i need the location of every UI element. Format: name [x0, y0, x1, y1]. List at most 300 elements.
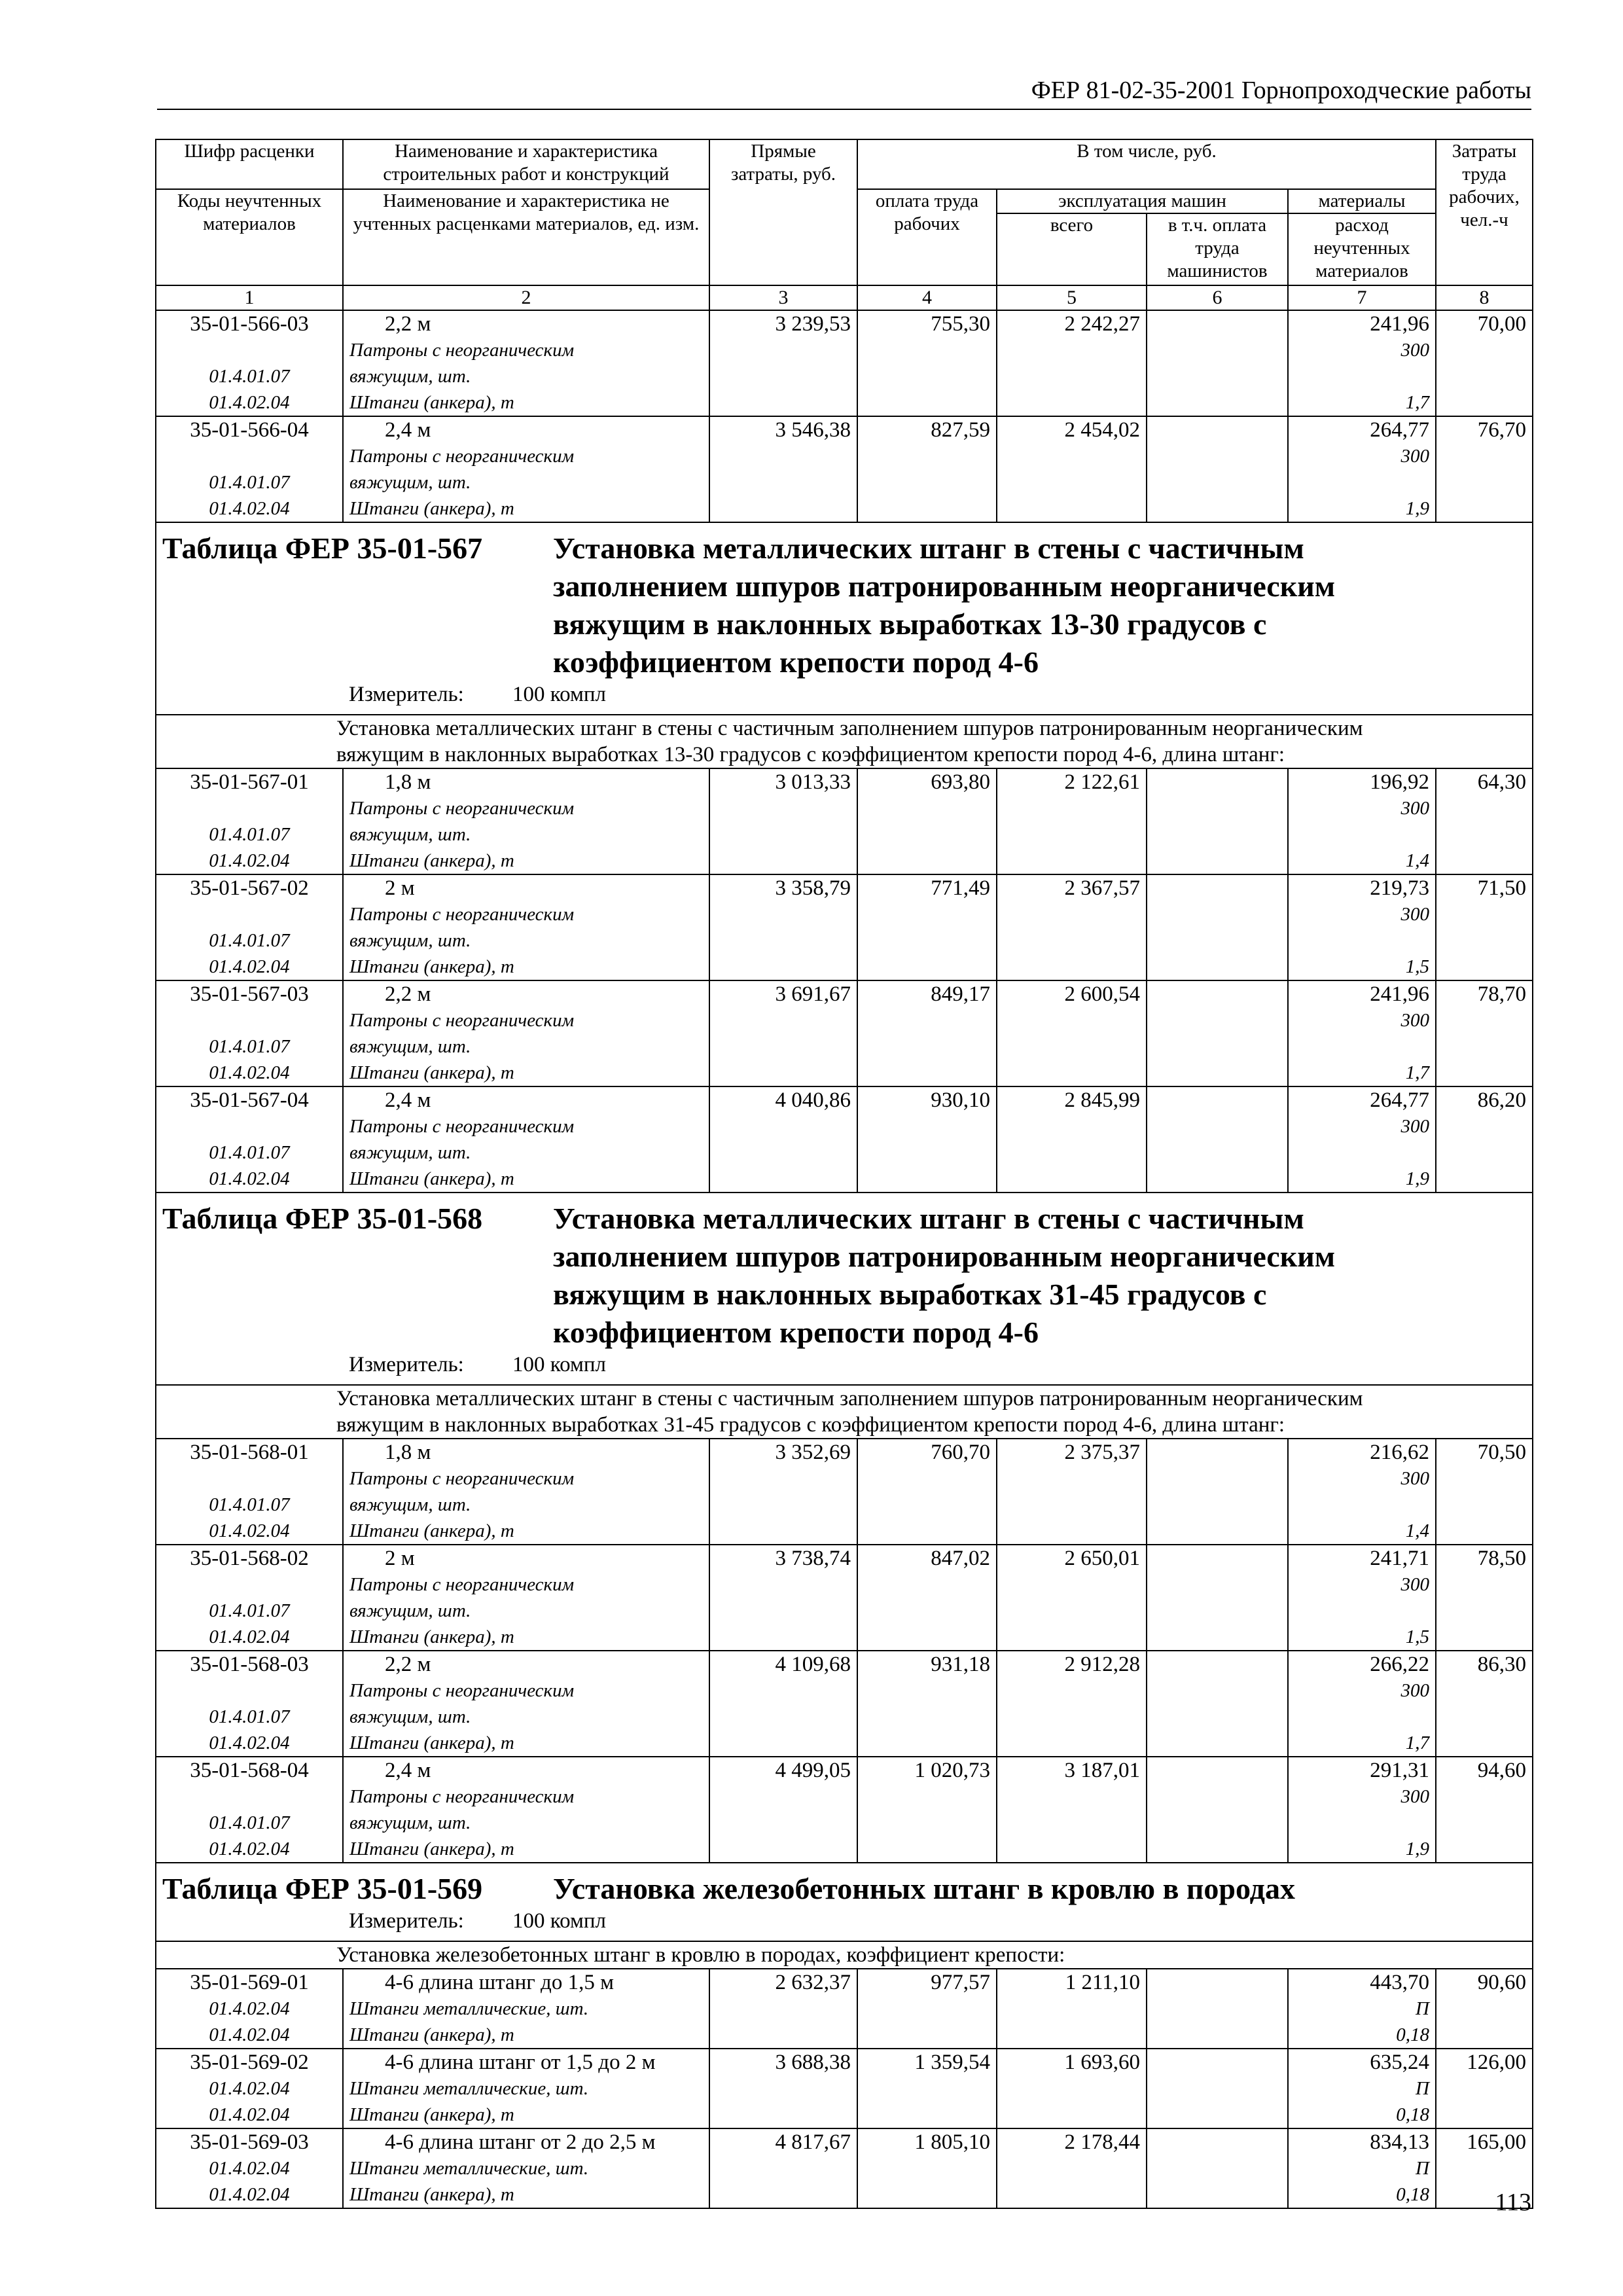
machines-value: 2 242,27: [1064, 312, 1140, 336]
rate-code: 35-01-568-01: [190, 1441, 309, 1464]
machines-value: 1 211,10: [1065, 1971, 1140, 1994]
material-code: 01.4.01.07: [209, 1812, 290, 1833]
header-vsego: всего: [997, 213, 1147, 285]
rate-name: 1,8 м: [385, 1441, 431, 1464]
wages-value: 847,02: [931, 1547, 990, 1570]
table-title-line: коэффициентом крепости пород 4-6: [553, 645, 1039, 679]
material-qty-spacer: [1294, 1810, 1429, 1836]
cell-machinists-value: [1147, 1545, 1288, 1651]
column-number-row: [156, 285, 1533, 310]
material-qty: 1,5: [1405, 1626, 1429, 1647]
header-naim-materials: Наименование и характеристика не учтенных расценками материалов, ед. изм.: [343, 189, 709, 285]
material-code: 01.4.02.04: [209, 850, 290, 871]
cell-code: [156, 416, 343, 522]
column-number: 6: [1147, 285, 1288, 310]
material-code: 01.4.01.07: [209, 472, 290, 493]
material-qty: 1,9: [1405, 1839, 1429, 1859]
material-qty: 1,4: [1405, 1520, 1429, 1541]
table-title-row: [156, 1863, 1533, 1941]
cell-machinists-value: [1147, 1651, 1288, 1757]
material-qty: 1,7: [1405, 1732, 1429, 1753]
direct-cost: 4 499,05: [775, 1759, 851, 1782]
table-row: [156, 1086, 1533, 1193]
machinists-value: [1153, 1439, 1281, 1465]
material-code: 01.4.02.04: [209, 2024, 290, 2045]
materials-value: 241,96: [1370, 982, 1429, 1006]
materials-value: 219,73: [1370, 876, 1429, 900]
cell-name: [343, 1545, 709, 1651]
material-code-spacer: [162, 1465, 336, 1492]
direct-cost: 4 817,67: [775, 2130, 851, 2154]
cell-materials: [1288, 980, 1436, 1086]
material-qty-spacer: [1294, 1492, 1429, 1518]
table-title-line: Установка железобетонных штанг в кровлю в породах: [553, 1872, 1295, 1905]
material-name: вяжущим, шт.: [349, 472, 471, 493]
table-row: [156, 310, 1533, 416]
cell-name: [343, 1757, 709, 1863]
material-qty-spacer: [1294, 927, 1429, 954]
column-number: 5: [997, 285, 1147, 310]
table-title-cell: [156, 1863, 1533, 1941]
table-row: [156, 768, 1533, 874]
table-number: Таблица ФЕР 35-01-568: [162, 1202, 483, 1235]
table-title-line: Установка металлических штанг в стены с частичным: [553, 1202, 1304, 1235]
material-code: 01.4.02.04: [209, 956, 290, 977]
labor-value: 78,50: [1477, 1547, 1526, 1570]
machines-value: 2 912,28: [1064, 1653, 1140, 1676]
material-qty: 300: [1400, 1680, 1429, 1701]
material-qty: 1,9: [1405, 1168, 1429, 1189]
table-row: [156, 1545, 1533, 1651]
cell-code: [156, 2128, 343, 2208]
material-code: 01.4.02.04: [209, 1839, 290, 1859]
cell-labor: [1436, 416, 1533, 522]
material-qty-spacer: [1294, 363, 1429, 389]
cell-wages-value: [857, 768, 997, 874]
material-name: вяжущим, шт.: [349, 1494, 471, 1515]
cell-machinists-value: [1147, 1086, 1288, 1193]
table-title-line: заполнением шпуров патронированным неорганическим: [553, 569, 1336, 603]
column-number: 1: [156, 285, 343, 310]
cell-code: [156, 310, 343, 416]
cell-wages-value: [857, 310, 997, 416]
material-name: вяжущим, шт.: [349, 366, 471, 387]
rate-name: 2,4 м: [385, 1088, 431, 1112]
cell-wages-value: [857, 980, 997, 1086]
cell-code: [156, 1439, 343, 1545]
labor-value: 70,50: [1477, 1441, 1526, 1464]
material-qty: 300: [1400, 798, 1429, 819]
direct-cost: 3 013,33: [775, 770, 851, 794]
material-name: Патроны с неорганическим: [349, 1010, 575, 1031]
cell-wages-value: [857, 2128, 997, 2208]
machines-value: 2 600,54: [1064, 982, 1140, 1006]
machines-value: 2 375,37: [1064, 1441, 1140, 1464]
material-name: Штанги (анкера), т: [349, 1732, 514, 1753]
cell-materials: [1288, 768, 1436, 874]
cell-machinists-value: [1147, 310, 1288, 416]
rate-code: 35-01-567-01: [190, 770, 309, 794]
measure-value: 100 компл: [512, 683, 606, 706]
rate-code: 35-01-566-03: [190, 312, 309, 336]
material-code: 01.4.02.04: [209, 2104, 290, 2125]
table-title-line: коэффициентом крепости пород 4-6: [553, 1316, 1039, 1349]
material-qty: П: [1416, 1998, 1429, 2019]
cell-materials: [1288, 310, 1436, 416]
labor-value: 70,00: [1477, 312, 1526, 336]
machines-value: 3 187,01: [1064, 1759, 1140, 1782]
table-title: [553, 1200, 1335, 1352]
material-name: вяжущим, шт.: [349, 1600, 471, 1621]
rate-name: 4-6 длина штанг до 1,5 м: [385, 1971, 614, 1994]
cell-machinists-value: [1147, 1757, 1288, 1863]
material-code-spacer: [162, 1677, 336, 1704]
material-code: 01.4.02.04: [209, 1998, 290, 2019]
cell-materials: [1288, 1545, 1436, 1651]
cell-labor: [1436, 2049, 1533, 2128]
table-row: [156, 1969, 1533, 2049]
cell-labor: [1436, 1545, 1533, 1651]
material-name: Патроны с неорганическим: [349, 798, 575, 819]
header-vtch: в т.ч. оплата труда машинистов: [1147, 213, 1288, 285]
table-row: [156, 1757, 1533, 1863]
material-code: 01.4.01.07: [209, 1706, 290, 1727]
material-code: 01.4.02.04: [209, 2184, 290, 2205]
rate-name: 2,4 м: [385, 418, 431, 442]
materials-value: 216,62: [1370, 1441, 1429, 1464]
material-name: Штанги (анкера), т: [349, 1062, 514, 1083]
material-qty: 300: [1400, 446, 1429, 467]
table-title-cell: [156, 522, 1533, 715]
cell-wages-value: [857, 1757, 997, 1863]
header-naim-works: Наименование и характеристика строительных работ и конструкций: [343, 139, 709, 189]
material-code: 01.4.01.07: [209, 366, 290, 387]
description-line: вяжущим в наклонных выработках 31-45 градусов с коэффициентом крепости пород 4-6, длина штанг:: [336, 1413, 1285, 1437]
measure-line: [349, 1352, 606, 1378]
cell-machinists-value: [1147, 874, 1288, 980]
cell-name: [343, 1969, 709, 2049]
rate-name: 2 м: [385, 876, 415, 900]
price-table: [155, 139, 1533, 2209]
rate-code: 35-01-568-03: [190, 1653, 309, 1676]
material-name: Патроны с неорганическим: [349, 1116, 575, 1137]
material-qty: П: [1416, 2158, 1429, 2179]
wages-value: 693,80: [931, 770, 990, 794]
description-line: Установка металлических штанг в стены с частичным заполнением шпуров патронированным неорганическим: [336, 717, 1363, 740]
cell-labor: [1436, 310, 1533, 416]
cell-materials: [1288, 2049, 1436, 2128]
direct-cost: 3 352,69: [775, 1441, 851, 1464]
material-qty: 300: [1400, 1468, 1429, 1489]
material-qty: П: [1416, 2078, 1429, 2099]
materials-value: 266,22: [1370, 1653, 1429, 1676]
material-qty-spacer: [1294, 1704, 1429, 1730]
cell-direct-cost: [709, 2128, 857, 2208]
machinists-value: [1153, 1545, 1281, 1571]
material-code-spacer: [162, 1784, 336, 1810]
page-number: 113: [1495, 2189, 1531, 2216]
cell-code: [156, 1651, 343, 1757]
table-description-row: [156, 1385, 1533, 1439]
materials-value: 241,71: [1370, 1547, 1429, 1570]
material-name: вяжущим, шт.: [349, 824, 471, 845]
labor-value: 126,00: [1467, 2051, 1526, 2074]
wages-value: 771,49: [931, 876, 990, 900]
material-name: Патроны с неорганическим: [349, 1786, 575, 1807]
measure-label: Измеритель:: [349, 1909, 464, 1933]
cell-machinists-value: [1147, 768, 1288, 874]
cell-code: [156, 768, 343, 874]
material-code: 01.4.01.07: [209, 824, 290, 845]
header-zatraty: Затраты труда рабочих, чел.-ч: [1436, 139, 1533, 285]
cell-labor: [1436, 1757, 1533, 1863]
cell-code: [156, 1086, 343, 1193]
labor-value: 64,30: [1477, 770, 1526, 794]
header-materialy: материалы: [1288, 189, 1436, 213]
material-name: Патроны с неорганическим: [349, 1468, 575, 1489]
material-name: Патроны с неорганическим: [349, 904, 575, 925]
machinists-value: [1153, 2129, 1281, 2155]
machinists-value: [1153, 311, 1281, 337]
material-qty: 1,7: [1405, 392, 1429, 413]
wages-value: 755,30: [931, 312, 990, 336]
cell-wages-value: [857, 2049, 997, 2128]
table-row: [156, 416, 1533, 522]
material-name: вяжущим, шт.: [349, 1036, 471, 1057]
price-table-body: [156, 139, 1533, 2208]
material-code-spacer: [162, 337, 336, 363]
machinists-value: [1153, 1087, 1281, 1113]
materials-value: 635,24: [1370, 2051, 1429, 2074]
material-name: Штанги (анкера), т: [349, 956, 514, 977]
material-qty: 300: [1400, 904, 1429, 925]
material-code: 01.4.01.07: [209, 1142, 290, 1163]
table-header-row: [156, 139, 1533, 189]
cell-direct-cost: [709, 1757, 857, 1863]
table-title-block: [162, 1193, 1526, 1384]
material-code: 01.4.01.07: [209, 1600, 290, 1621]
cell-direct-cost: [709, 416, 857, 522]
cell-materials: [1288, 1439, 1436, 1545]
cell-code: [156, 1757, 343, 1863]
cell-materials: [1288, 874, 1436, 980]
rate-code: 35-01-566-04: [190, 418, 309, 442]
material-name: Патроны с неорганическим: [349, 446, 575, 467]
material-code-spacer: [162, 901, 336, 927]
column-number: 2: [343, 285, 709, 310]
rate-code: 35-01-569-02: [190, 2051, 309, 2074]
measure-value: 100 компл: [512, 1353, 606, 1376]
direct-cost: 2 632,37: [775, 1971, 851, 1994]
wages-value: 760,70: [931, 1441, 990, 1464]
rate-name: 2,2 м: [385, 312, 431, 336]
cell-machinists-value: [1147, 1439, 1288, 1545]
material-qty: 1,7: [1405, 1062, 1429, 1083]
cell-name: [343, 1439, 709, 1545]
material-qty: 1,4: [1405, 850, 1429, 871]
table-description-row: [156, 715, 1533, 768]
measure-line: [349, 1908, 606, 1934]
cell-labor: [1436, 1086, 1533, 1193]
cell-wages-value: [857, 1651, 997, 1757]
table-title-line: вяжущим в наклонных выработках 31-45 градусов с: [553, 1278, 1267, 1311]
cell-direct-cost: [709, 1545, 857, 1651]
cell-code: [156, 874, 343, 980]
rate-name: 2,4 м: [385, 1759, 431, 1782]
materials-value: 241,96: [1370, 312, 1429, 336]
cell-machinists-value: [1147, 416, 1288, 522]
materials-value: 834,13: [1370, 2130, 1429, 2154]
cell-wages-value: [857, 1545, 997, 1651]
wages-value: 1 805,10: [914, 2130, 990, 2154]
table-title-row: [156, 1193, 1533, 1385]
cell-direct-cost: [709, 1969, 857, 2049]
material-code-spacer: [162, 1571, 336, 1598]
cell-machines-value: [997, 1757, 1147, 1863]
cell-machines-value: [997, 1651, 1147, 1757]
cell-name: [343, 2128, 709, 2208]
table-row: [156, 2049, 1533, 2128]
material-code-spacer: [162, 443, 336, 469]
measure-value: 100 компл: [512, 1909, 606, 1933]
column-number: 7: [1288, 285, 1436, 310]
material-code: 01.4.02.04: [209, 392, 290, 413]
table-row: [156, 1651, 1533, 1757]
header-rule: [157, 109, 1531, 110]
material-code: 01.4.02.04: [209, 498, 290, 519]
cell-materials: [1288, 1969, 1436, 2049]
material-code: 01.4.01.07: [209, 930, 290, 951]
material-qty: 1,5: [1405, 956, 1429, 977]
description-line: вяжущим в наклонных выработках 13-30 градусов с коэффициентом крепости пород 4-6, длина штанг:: [336, 743, 1285, 766]
wages-value: 931,18: [931, 1653, 990, 1676]
cell-machines-value: [997, 1439, 1147, 1545]
material-name: вяжущим, шт.: [349, 1706, 471, 1727]
cell-name: [343, 980, 709, 1086]
cell-machines-value: [997, 1969, 1147, 2049]
cell-materials: [1288, 1651, 1436, 1757]
material-qty-spacer: [1294, 821, 1429, 848]
material-code: 01.4.02.04: [209, 2078, 290, 2099]
cell-direct-cost: [709, 2049, 857, 2128]
cell-code: [156, 980, 343, 1086]
cell-direct-cost: [709, 980, 857, 1086]
material-name: Штанги (анкера), т: [349, 1168, 514, 1189]
header-pryamye: Прямые затраты, руб.: [709, 139, 857, 285]
machinists-value: [1153, 875, 1281, 901]
cell-wages-value: [857, 1086, 997, 1193]
wages-value: 1 359,54: [914, 2051, 990, 2074]
machinists-value: [1153, 417, 1281, 443]
table-description: [156, 1941, 1533, 1969]
machinists-value: [1153, 2049, 1281, 2075]
header-oplata: оплата труда рабочих: [857, 189, 997, 285]
running-header: ФЕР 81-02-35-2001 Горнопроходческие работы: [1031, 77, 1531, 104]
material-name: Штанги (анкера), т: [349, 392, 514, 413]
machines-value: 1 693,60: [1064, 2051, 1140, 2074]
cell-labor: [1436, 1969, 1533, 2049]
table-title-block: [162, 1863, 1526, 1941]
material-name: Патроны с неорганическим: [349, 1574, 575, 1595]
materials-value: 196,92: [1370, 770, 1429, 794]
cell-name: [343, 416, 709, 522]
wages-value: 849,17: [931, 982, 990, 1006]
labor-value: 86,30: [1477, 1653, 1526, 1676]
material-name: Штанги металлические, шт.: [349, 2078, 589, 2099]
cell-machinists-value: [1147, 1969, 1288, 2049]
rate-code: 35-01-568-04: [190, 1759, 309, 1782]
machines-value: 2 178,44: [1064, 2130, 1140, 2154]
cell-machines-value: [997, 416, 1147, 522]
direct-cost: 4 040,86: [775, 1088, 851, 1112]
cell-name: [343, 1086, 709, 1193]
material-code: 01.4.01.07: [209, 1036, 290, 1057]
table-row: [156, 874, 1533, 980]
machines-value: 2 845,99: [1064, 1088, 1140, 1112]
rate-name: 2,2 м: [385, 1653, 431, 1676]
header-vtom: В том числе, руб.: [857, 139, 1436, 189]
direct-cost: 3 738,74: [775, 1547, 851, 1570]
machinists-value: [1153, 1651, 1281, 1677]
wages-value: 977,57: [931, 1971, 990, 1994]
materials-value: 291,31: [1370, 1759, 1429, 1782]
table-title-line: вяжущим в наклонных выработках 13-30 градусов с: [553, 607, 1267, 641]
material-name: вяжущим, шт.: [349, 1142, 471, 1163]
table-title-row: [156, 522, 1533, 715]
material-code: 01.4.02.04: [209, 1732, 290, 1753]
cell-machines-value: [997, 310, 1147, 416]
material-qty: 300: [1400, 1116, 1429, 1137]
measure-line: [349, 681, 606, 708]
direct-cost: 3 358,79: [775, 876, 851, 900]
material-code: 01.4.01.07: [209, 1494, 290, 1515]
cell-direct-cost: [709, 874, 857, 980]
table-title-line: Установка металлических штанг в стены с частичным: [553, 531, 1304, 565]
cell-machines-value: [997, 768, 1147, 874]
labor-value: 94,60: [1477, 1759, 1526, 1782]
material-qty: 300: [1400, 340, 1429, 361]
labor-value: 165,00: [1467, 2130, 1526, 2154]
cell-labor: [1436, 1439, 1533, 1545]
material-qty: 0,18: [1396, 2024, 1429, 2045]
cell-code: [156, 1969, 343, 2049]
header-kody: Коды неучтенных материалов: [156, 189, 343, 285]
wages-value: 930,10: [931, 1088, 990, 1112]
material-name: Штанги (анкера), т: [349, 498, 514, 519]
material-qty: 300: [1400, 1574, 1429, 1595]
material-code: 01.4.02.04: [209, 1168, 290, 1189]
rate-code: 35-01-567-03: [190, 982, 309, 1006]
material-name: Штанги металлические, шт.: [349, 1998, 589, 2019]
table-title-block: [162, 523, 1526, 714]
cell-machines-value: [997, 2128, 1147, 2208]
table-number: Таблица ФЕР 35-01-567: [162, 531, 483, 565]
cell-name: [343, 2049, 709, 2128]
cell-name: [343, 874, 709, 980]
cell-machinists-value: [1147, 2128, 1288, 2208]
cell-wages-value: [857, 1969, 997, 2049]
material-code: 01.4.02.04: [209, 1520, 290, 1541]
machines-value: 2 122,61: [1064, 770, 1140, 794]
cell-machines-value: [997, 1086, 1147, 1193]
material-name: вяжущим, шт.: [349, 930, 471, 951]
wages-value: 827,59: [931, 418, 990, 442]
rate-code: 35-01-567-02: [190, 876, 309, 900]
cell-materials: [1288, 1086, 1436, 1193]
table-row: [156, 2128, 1533, 2208]
table-title: [553, 1870, 1295, 1908]
material-code-spacer: [162, 1113, 336, 1139]
